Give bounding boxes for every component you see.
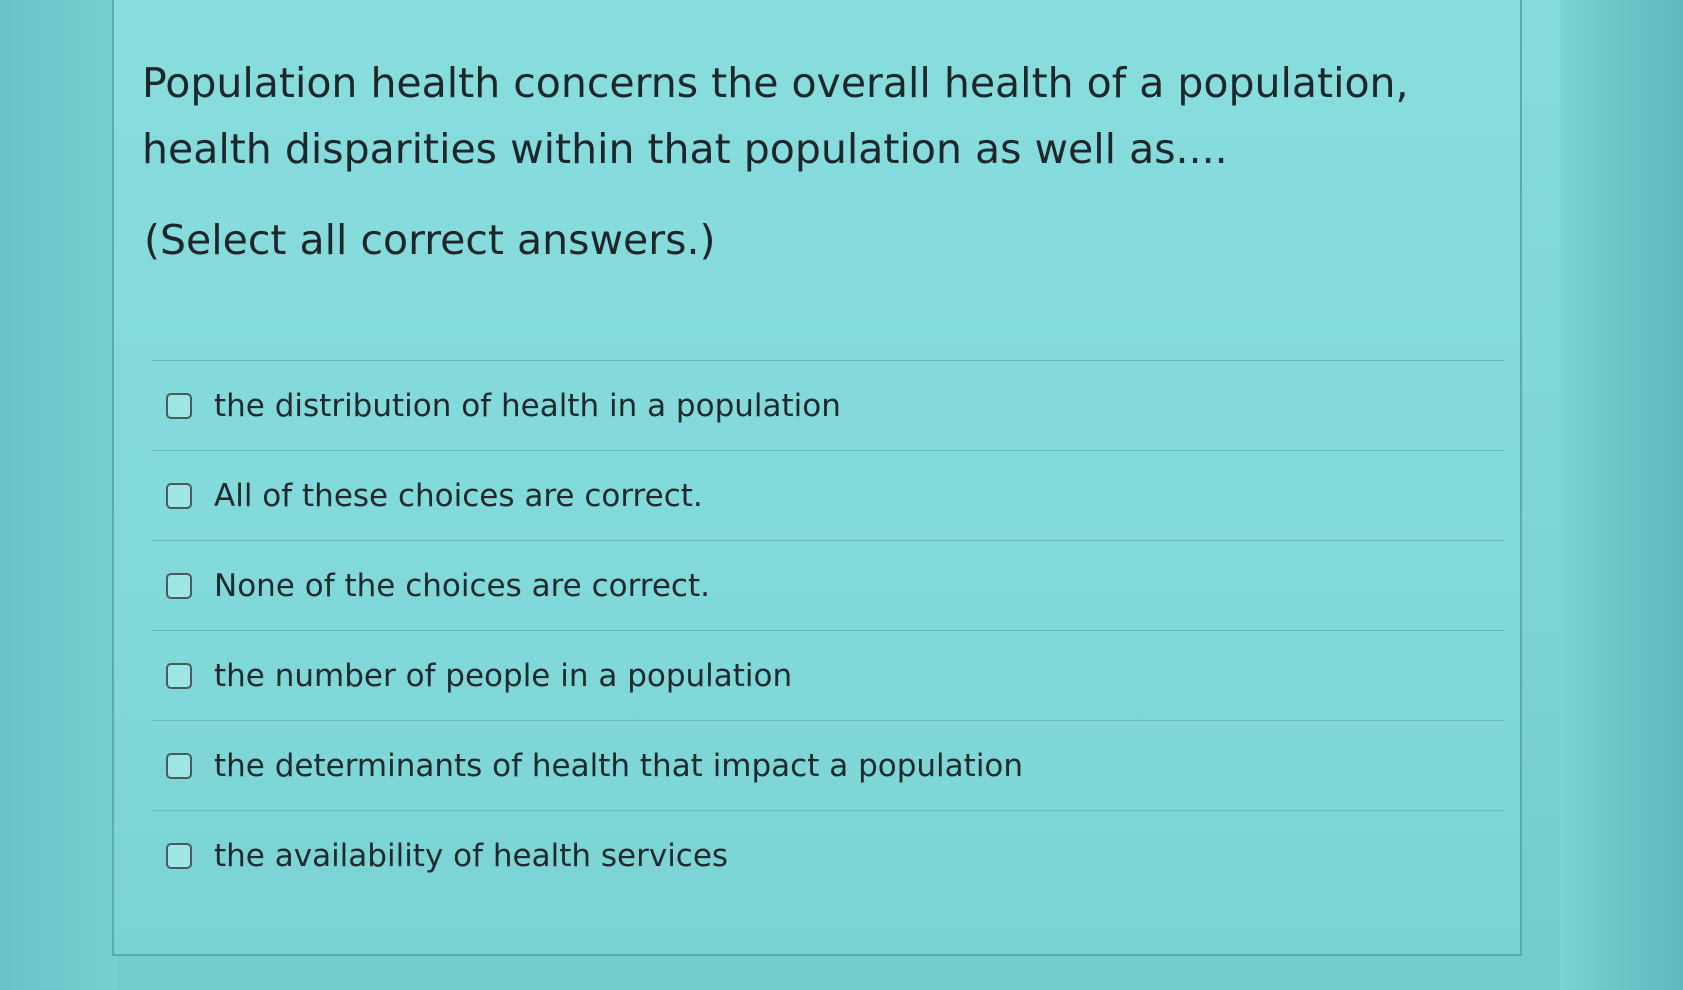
- option-label: None of the choices are correct.: [214, 567, 710, 604]
- option-label: the distribution of health in a population: [214, 387, 841, 424]
- option-label: the availability of health services: [214, 838, 729, 874]
- checkbox[interactable]: [166, 573, 192, 599]
- answer-option[interactable]: [152, 541, 1504, 631]
- instruction-text: (Select all correct answers.): [144, 216, 716, 264]
- checkbox[interactable]: [166, 393, 192, 419]
- question-card: [112, 0, 1522, 956]
- checkbox[interactable]: [166, 483, 192, 509]
- checkbox[interactable]: [166, 753, 192, 779]
- answer-options-list: [152, 360, 1504, 901]
- answer-option[interactable]: [152, 811, 1504, 901]
- answer-option[interactable]: [152, 631, 1504, 721]
- left-margin: [0, 0, 118, 990]
- answer-option[interactable]: [152, 451, 1504, 541]
- right-margin: [1560, 0, 1683, 990]
- question-text: Population health concerns the overall health of a population, health disparities within that population as well as....: [142, 59, 1409, 173]
- answer-option[interactable]: [152, 721, 1504, 811]
- option-label: the number of people in a population: [214, 657, 793, 694]
- checkbox[interactable]: [166, 663, 192, 689]
- checkbox[interactable]: [166, 843, 192, 869]
- answer-option[interactable]: [152, 361, 1504, 451]
- option-label: All of these choices are correct.: [214, 477, 703, 514]
- option-label: the determinants of health that impact a population: [214, 747, 1024, 784]
